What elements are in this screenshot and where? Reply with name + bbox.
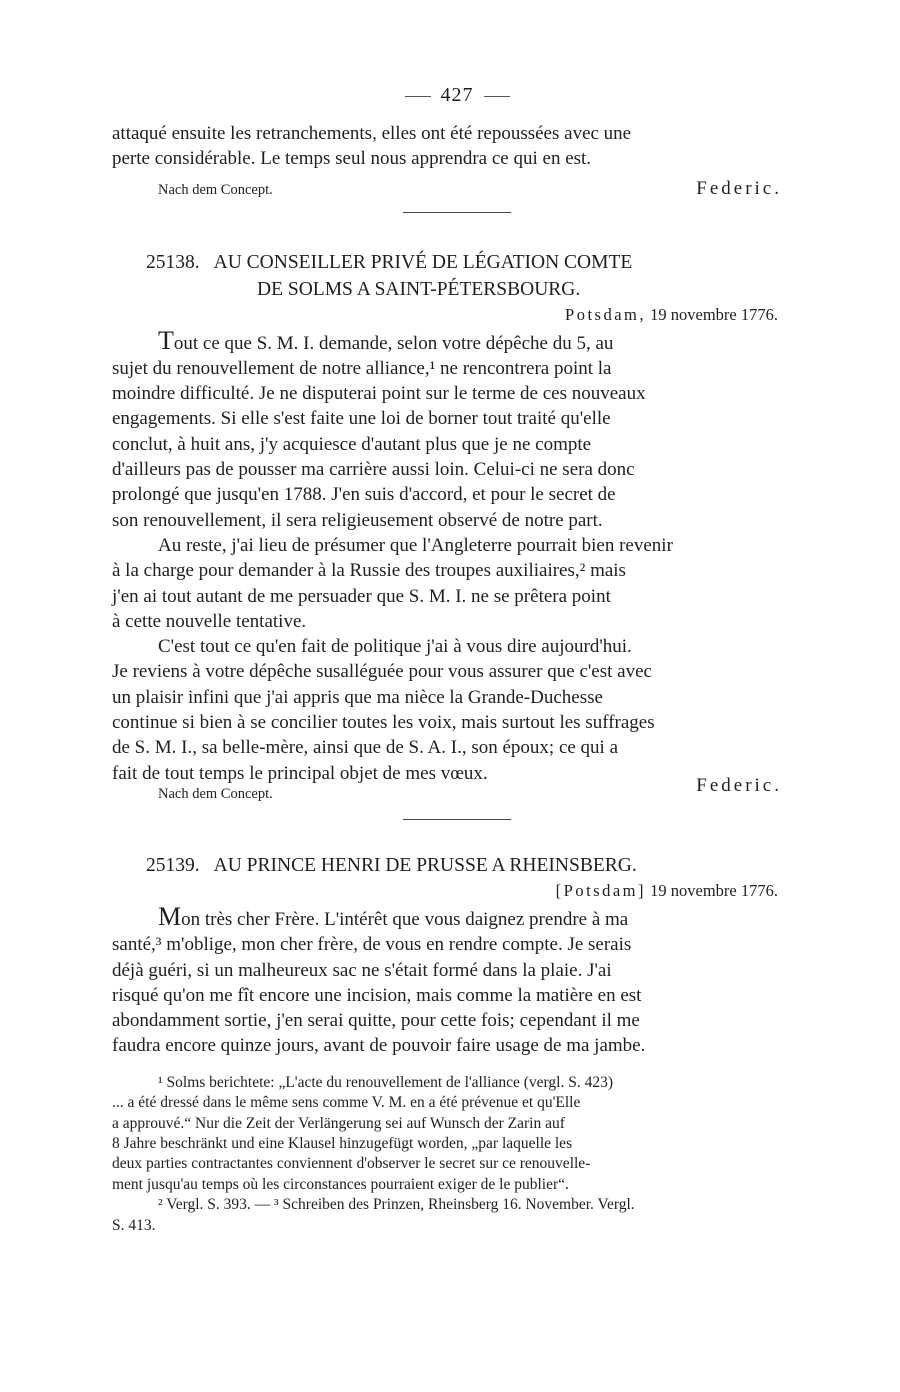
paragraph-line: C'est tout ce qu'en fait de politique j'ai à vous dire aujourd'hui. xyxy=(158,636,632,658)
footnote-line: ² Vergl. S. 393. — ³ Schreiben des Prinzen, Rheinsberg 16. November. Vergl. xyxy=(158,1196,635,1214)
paragraph-line: son renouvellement, il sera religieusement observé de notre part. xyxy=(112,509,603,531)
page-number-dash-left xyxy=(405,96,431,97)
paragraph-text: on très cher Frère. L'intérêt que vous daignez prendre à ma xyxy=(181,908,629,930)
section-divider xyxy=(403,819,511,820)
letter-title-line-2: DE SOLMS A SAINT-PÉTERSBOURG. xyxy=(257,278,581,300)
paragraph-line: un plaisir infini que j'ai appris que ma nièce la Grande-Duchesse xyxy=(112,686,603,708)
paragraph-line xyxy=(112,901,802,932)
letter-25139-body xyxy=(112,901,802,1059)
intro-closing xyxy=(112,178,802,200)
paragraph-line: fait de tout temps le principal objet de mes vœux. xyxy=(112,762,488,784)
intro-signature: Federic. xyxy=(696,177,782,199)
paragraph-line: j'en ai tout autant de me persuader que S. M. I. ne se prêtera point xyxy=(112,585,611,607)
letter-title: AU PRINCE HENRI DE PRUSSE A RHEINSBERG. xyxy=(213,854,637,876)
letter-25139-dateline xyxy=(112,881,778,901)
paragraph-line xyxy=(112,325,802,356)
dateline-place: [Potsdam] xyxy=(555,880,647,900)
footnote-line: ... a été dressé dans le même sens comme V. M. en a été prévenue et qu'Elle xyxy=(112,1094,581,1112)
paragraph-line: d'ailleurs pas de pousser ma carrière aussi loin. Celui-ci ne sera donc xyxy=(112,459,635,481)
paragraph-line: abondamment sortie, j'en serai quitte, pour cette fois; cependant il me xyxy=(112,1010,640,1032)
paragraph-line: Au reste, j'ai lieu de présumer que l'Angleterre pourrait bien revenir xyxy=(158,534,673,556)
footnote-line: deux parties contractantes conviennent d'observer le secret sur ce renouvelle- xyxy=(112,1155,591,1173)
intro-source-note: Nach dem Concept. xyxy=(158,181,273,198)
paragraph-line: faudra encore quinze jours, avant de pouvoir faire usage de ma jambe. xyxy=(112,1035,646,1057)
paragraph-line: à la charge pour demander à la Russie des troupes auxiliaires,² mais xyxy=(112,560,626,582)
drop-cap: T xyxy=(158,325,174,355)
letter-25138-dateline xyxy=(112,305,778,325)
dateline-place: Potsdam, xyxy=(565,304,647,324)
page-number-line xyxy=(112,84,802,107)
footnote-line: S. 413. xyxy=(112,1216,156,1234)
letter-title-line-1: AU CONSEILLER PRIVÉ DE LÉGATION COMTE xyxy=(213,251,633,273)
paragraph-line: continue si bien à se concilier toutes les voix, mais surtout les suffrages xyxy=(112,712,655,734)
letter-number: 25138. xyxy=(146,251,200,273)
paragraph-line: à cette nouvelle tentative. xyxy=(112,610,307,632)
paragraph-line: Je reviens à votre dépêche susalléguée pour vous assurer que c'est avec xyxy=(112,661,652,683)
paragraph-line: déjà guéri, si un malheureux sac ne s'était formé dans la plaie. J'ai xyxy=(112,959,612,981)
letter-25138-heading xyxy=(112,249,802,303)
page-number: 427 xyxy=(440,84,474,106)
paragraph-line: conclut, à huit ans, j'y acquiesce d'autant plus que je ne compte xyxy=(112,433,592,455)
paragraph-line: moindre difficulté. Je ne disputerai point sur le terme de ces nouveaux xyxy=(112,383,646,405)
drop-cap: M xyxy=(158,901,182,931)
footnote-line: a approuvé.“ Nur die Zeit der Verlängerung sei auf Wunsch der Zarin auf xyxy=(112,1114,565,1132)
footnote-line: ¹ Solms berichtete: „L'acte du renouvellement de l'alliance (vergl. S. 423) xyxy=(158,1073,613,1091)
letter-25139-heading xyxy=(112,852,802,879)
footnote-line: ment jusqu'au temps où les circonstances pourraient exiger de le publier“. xyxy=(112,1175,569,1193)
letter-25138-signature: Federic. xyxy=(696,774,782,796)
dateline-date: 19 novembre 1776. xyxy=(646,880,778,900)
letter-number: 25139. xyxy=(146,854,200,876)
paragraph-line: sujet du renouvellement de notre alliance,¹ ne rencontrera point la xyxy=(112,357,612,379)
intro-line: attaqué ensuite les retranchements, elles ont été repoussées avec une xyxy=(112,123,632,144)
paragraph-text: out ce que S. M. I. demande, selon votre dépêche du 5, au xyxy=(173,332,614,354)
paragraph-line: de S. M. I., sa belle-mère, ainsi que de S. A. I., son époux; ce qui a xyxy=(112,737,619,759)
letter-25138-source-note: Nach dem Concept. xyxy=(158,785,273,802)
document-page xyxy=(112,84,802,1236)
paragraph-line: santé,³ m'oblige, mon cher frère, de vous en rendre compte. Je serais xyxy=(112,934,632,956)
paragraph-line: engagements. Si elle s'est faite une loi de borner tout traité qu'elle xyxy=(112,408,611,430)
intro-line: perte considérable. Le temps seul nous apprendra ce qui en est. xyxy=(112,148,592,170)
paragraph-line: risqué qu'on me fît encore une incision, mais comme la matière en est xyxy=(112,984,642,1006)
paragraph-line: prolongé que jusqu'en 1788. J'en suis d'accord, et pour le secret de xyxy=(112,484,616,506)
footnotes xyxy=(112,1073,802,1236)
footnote-line: 8 Jahre beschränkt und eine Klausel hinzugefügt worden, „par laquelle les xyxy=(112,1134,573,1152)
page-number-dash-right xyxy=(484,96,510,97)
section-divider xyxy=(403,212,511,213)
dateline-date: 19 novembre 1776. xyxy=(646,304,778,324)
